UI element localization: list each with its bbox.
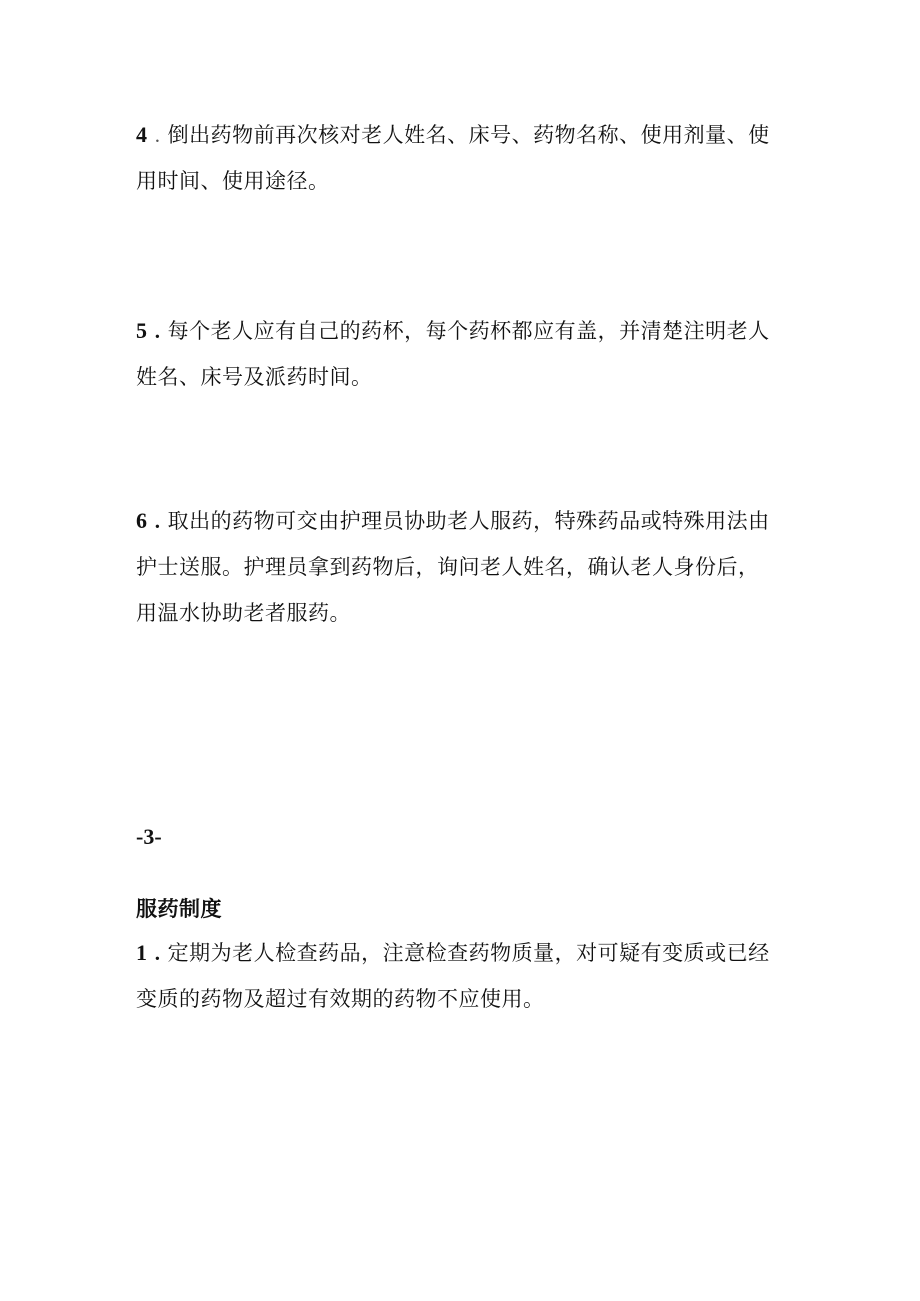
item-text-line-1: 定期为老人检查药品，注意检查药物质量，对可疑有变质或已经 xyxy=(167,941,770,965)
page-number: -3- xyxy=(136,824,162,849)
list-item-4 xyxy=(136,112,796,204)
list-item-5 xyxy=(136,308,796,400)
item-text-line-1: 倒出药物前再次核对老人姓名、床号、药物名称、使用剂量、使 xyxy=(167,123,770,147)
item-text-line-1: 每个老人应有自己的药杯，每个药杯都应有盖，并清楚注明老人 xyxy=(167,319,770,343)
item-text-line-3: 用温水协助老者服药。 xyxy=(136,601,351,625)
list-item-6 xyxy=(136,498,796,636)
item-separator: . xyxy=(154,319,161,343)
section-title: 服药制度 xyxy=(136,897,222,921)
item-number: 6 xyxy=(136,508,148,533)
item-text-line-2: 姓名、床号及派药时间。 xyxy=(136,365,373,389)
item-number: 5 xyxy=(136,318,148,343)
list-item-1 xyxy=(136,930,796,1022)
item-separator: . xyxy=(154,123,161,147)
item-text-line-2: 变质的药物及超过有效期的药物不应使用。 xyxy=(136,987,545,1011)
item-text-line-2: 用时间、使用途径。 xyxy=(136,169,330,193)
item-separator: . xyxy=(154,941,161,965)
item-separator: . xyxy=(154,509,161,533)
item-text-line-1: 取出的药物可交由护理员协助老人服药，特殊药品或特殊用法由 xyxy=(167,509,770,533)
item-number: 4 xyxy=(136,122,148,147)
item-text-line-2: 护士送服。护理员拿到药物后，询问老人姓名，确认老人身份后， xyxy=(136,555,760,579)
item-number: 1 xyxy=(136,940,148,965)
